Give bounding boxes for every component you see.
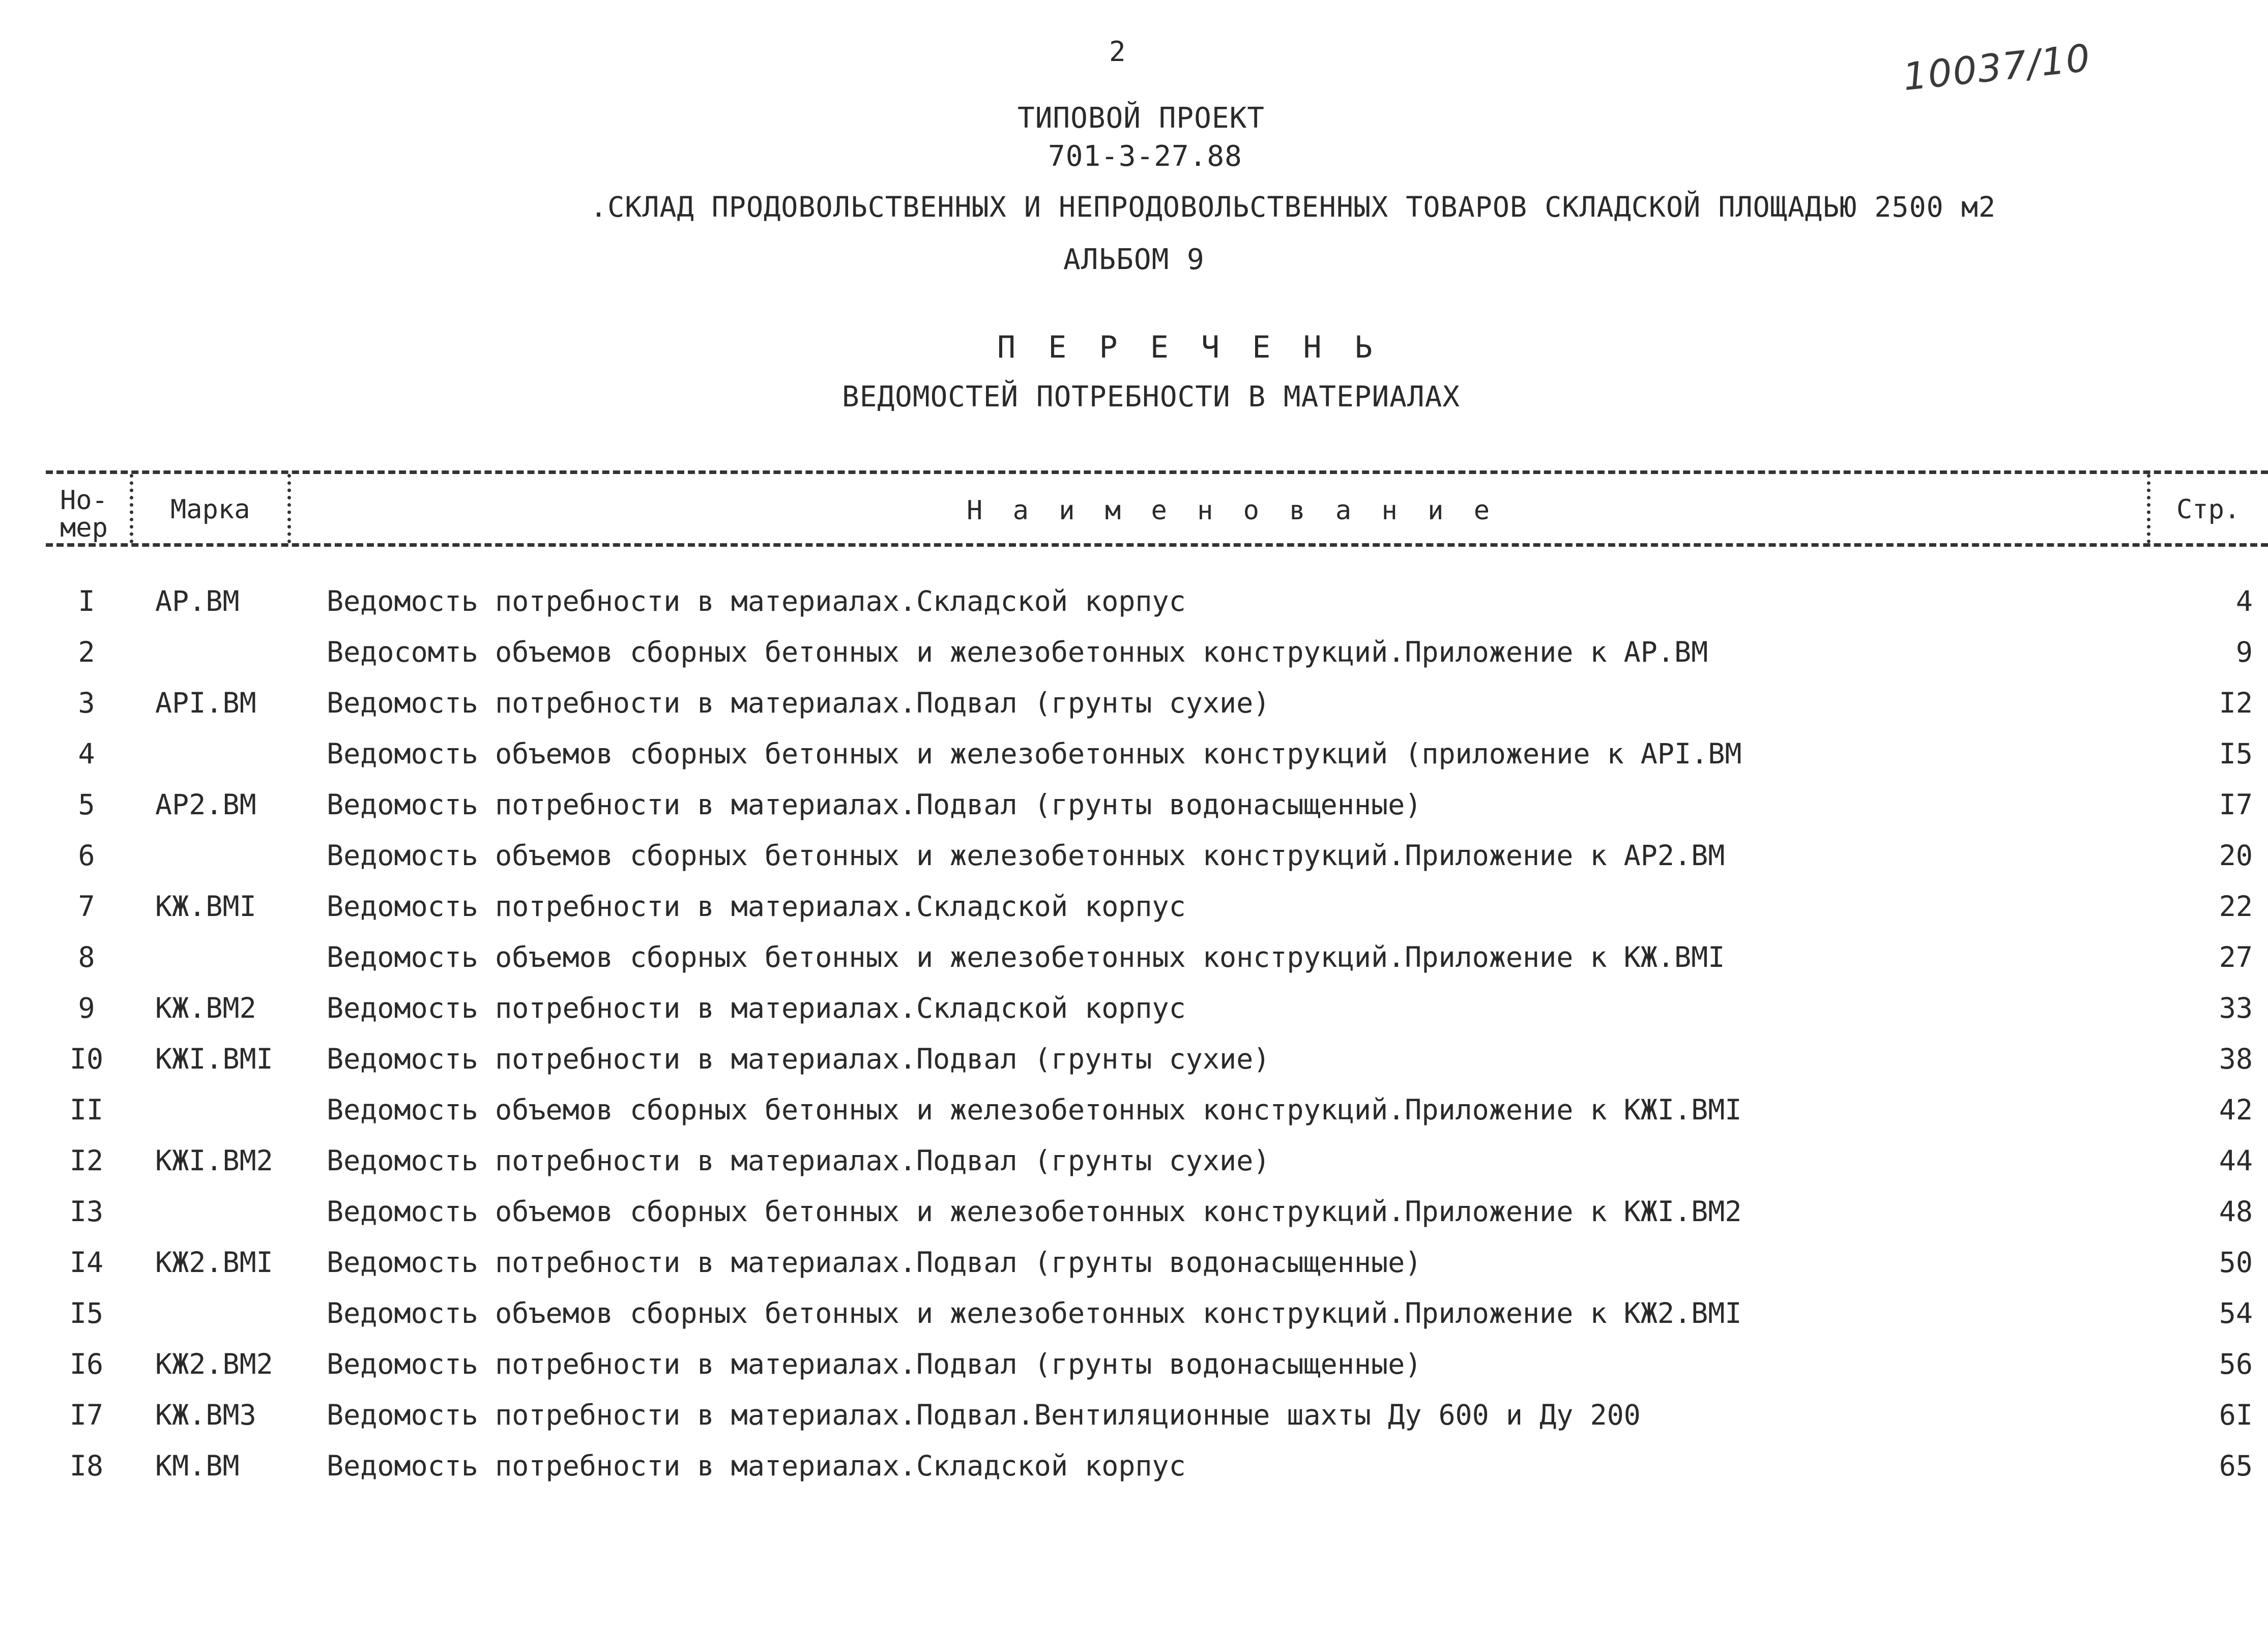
document-type: ТИПОВОЙ ПРОЕКТ xyxy=(1017,102,1265,135)
table-row xyxy=(0,992,2268,1043)
row-page: 42 xyxy=(2219,1093,2253,1126)
row-number: I6 xyxy=(69,1348,104,1380)
row-number: 2 xyxy=(78,636,95,668)
row-page: 54 xyxy=(2219,1297,2253,1329)
table-row xyxy=(0,1297,2268,1348)
row-mark: КЖ.ВМ2 xyxy=(155,992,256,1024)
row-name: Ведомость потребности в материалах.Складской корпус xyxy=(327,890,1186,923)
table-row xyxy=(0,687,2268,737)
row-name: Ведомость объемов сборных бетонных и железобетонных конструкций.Приложение к КЖ.ВМI xyxy=(327,941,1725,973)
row-mark: КЖ2.ВМI xyxy=(155,1246,273,1279)
row-number: 4 xyxy=(78,737,95,770)
row-page: 9 xyxy=(2235,636,2253,668)
row-mark: КЖI.ВМ2 xyxy=(155,1144,273,1177)
header-mark: Марка xyxy=(170,494,250,525)
row-page: 50 xyxy=(2219,1246,2253,1279)
table-row xyxy=(0,788,2268,839)
table-header xyxy=(46,470,2268,547)
row-number: 5 xyxy=(78,788,95,821)
row-name: Ведомость потребности в материалах.Складской корпус xyxy=(327,1450,1186,1482)
row-name: Ведосомть объемов сборных бетонных и железобетонных конструкций.Приложение к АР.ВМ xyxy=(327,636,1708,668)
row-number: I8 xyxy=(69,1450,104,1482)
row-number: I2 xyxy=(69,1144,104,1177)
row-page: 56 xyxy=(2219,1348,2253,1380)
row-number: I4 xyxy=(69,1246,104,1279)
row-name: Ведомость потребности в материалах.Подвал (грунты водонасыщенные) xyxy=(327,1246,1422,1279)
table-row xyxy=(0,890,2268,941)
row-page: I5 xyxy=(2219,737,2253,770)
row-page: 22 xyxy=(2219,890,2253,923)
row-name: Ведомость объемов сборных бетонных и железобетонных конструкций (приложение к АРI.ВМ xyxy=(327,737,1742,770)
row-page: 27 xyxy=(2219,941,2253,973)
row-name: Ведомость объемов сборных бетонных и железобетонных конструкций.Приложение к АР2.ВМ xyxy=(327,839,1725,872)
table-row xyxy=(0,1450,2268,1500)
row-number: 8 xyxy=(78,941,95,973)
row-page: 20 xyxy=(2219,839,2253,872)
row-page: 4 xyxy=(2235,585,2253,617)
row-mark: КЖ2.ВМ2 xyxy=(155,1348,273,1380)
row-number: 3 xyxy=(78,687,95,719)
table-row xyxy=(0,737,2268,788)
row-number: 9 xyxy=(78,992,95,1024)
row-name: Ведомость потребности в материалах.Складской корпус xyxy=(327,992,1186,1024)
row-name: Ведомость объемов сборных бетонных и железобетонных конструкций.Приложение к КЖI.ВМ2 xyxy=(327,1195,1742,1228)
table-row xyxy=(0,1144,2268,1195)
row-page: 48 xyxy=(2219,1195,2253,1228)
row-name: Ведомость потребности в материалах.Подвал (грунты водонасыщенные) xyxy=(327,1348,1422,1380)
album-label: АЛЬБОМ 9 xyxy=(1063,243,1205,276)
header-number-line1: Но- xyxy=(60,485,108,516)
header-page: Стр. xyxy=(2176,494,2241,525)
row-name: Ведомость потребности в материалах.Подвал (грунты сухие) xyxy=(327,1144,1270,1177)
header-number-line2: мер xyxy=(60,513,108,543)
column-divider xyxy=(2147,474,2150,543)
row-mark: АР2.ВМ xyxy=(155,788,256,821)
row-mark: КМ.ВМ xyxy=(155,1450,240,1482)
list-subtitle: ВЕДОМОСТЕЙ ПОТРЕБНОСТИ В МАТЕРИАЛАХ xyxy=(842,380,1461,413)
page-number: 2 xyxy=(1109,36,1126,68)
row-number: 7 xyxy=(78,890,95,923)
table-row xyxy=(0,636,2268,687)
row-page: 44 xyxy=(2219,1144,2253,1177)
row-mark: АР.ВМ xyxy=(155,585,240,617)
row-page: 33 xyxy=(2219,992,2253,1024)
table-row xyxy=(0,839,2268,890)
table-row xyxy=(0,1348,2268,1399)
row-name: Ведомость потребности в материалах.Складской корпус xyxy=(327,585,1186,617)
row-mark: АРI.ВМ xyxy=(155,687,256,719)
row-number: I3 xyxy=(69,1195,104,1228)
row-page: 6I xyxy=(2219,1399,2253,1431)
row-number: I5 xyxy=(69,1297,104,1329)
row-number: 6 xyxy=(78,839,95,872)
row-page: 38 xyxy=(2219,1043,2253,1075)
table-row xyxy=(0,585,2268,636)
header-name: Н а и м е н о в а н и е xyxy=(967,495,1497,526)
row-number: II xyxy=(69,1093,104,1126)
row-name: Ведомость потребности в материалах.Подвал.Вентиляционные шахты Ду 600 и Ду 200 xyxy=(327,1399,1641,1431)
row-page: I2 xyxy=(2219,687,2253,719)
row-number: I0 xyxy=(69,1043,104,1075)
row-name: Ведомость потребности в материалах.Подвал (грунты водонасыщенные) xyxy=(327,788,1422,821)
row-mark: КЖ.ВМ3 xyxy=(155,1399,256,1431)
table-row xyxy=(0,1399,2268,1450)
row-mark: КЖ.ВМI xyxy=(155,890,256,923)
row-name: Ведомость объемов сборных бетонных и железобетонных конструкций.Приложение к КЖI.ВМI xyxy=(327,1093,1742,1126)
row-name: Ведомость потребности в материалах.Подвал (грунты сухие) xyxy=(327,687,1270,719)
row-number: I xyxy=(78,585,95,617)
row-mark: КЖI.ВМI xyxy=(155,1043,273,1075)
table-row xyxy=(0,941,2268,992)
table-row xyxy=(0,1043,2268,1093)
table-row xyxy=(0,1246,2268,1297)
table-row xyxy=(0,1093,2268,1144)
row-page: 65 xyxy=(2219,1450,2253,1482)
project-title: .СКЛАД ПРОДОВОЛЬСТВЕННЫХ И НЕПРОДОВОЛЬСТВЕННЫХ ТОВАРОВ СКЛАДСКОЙ ПЛОЩАДЬЮ 2500 м2 xyxy=(590,191,1996,223)
column-divider xyxy=(287,474,291,543)
archive-stamp: 10037/10 xyxy=(1901,36,2093,100)
header-number xyxy=(60,487,108,542)
list-title: П Е Р Е Ч Е Н Ь xyxy=(997,330,1380,365)
table-row xyxy=(0,1195,2268,1246)
row-name: Ведомость объемов сборных бетонных и железобетонных конструкций.Приложение к КЖ2.ВМI xyxy=(327,1297,1742,1329)
row-number: I7 xyxy=(69,1399,104,1431)
row-name: Ведомость потребности в материалах.Подвал (грунты сухие) xyxy=(327,1043,1270,1075)
project-code: 701-3-27.88 xyxy=(1048,140,1242,173)
row-page: I7 xyxy=(2219,788,2253,821)
column-divider xyxy=(130,474,133,543)
